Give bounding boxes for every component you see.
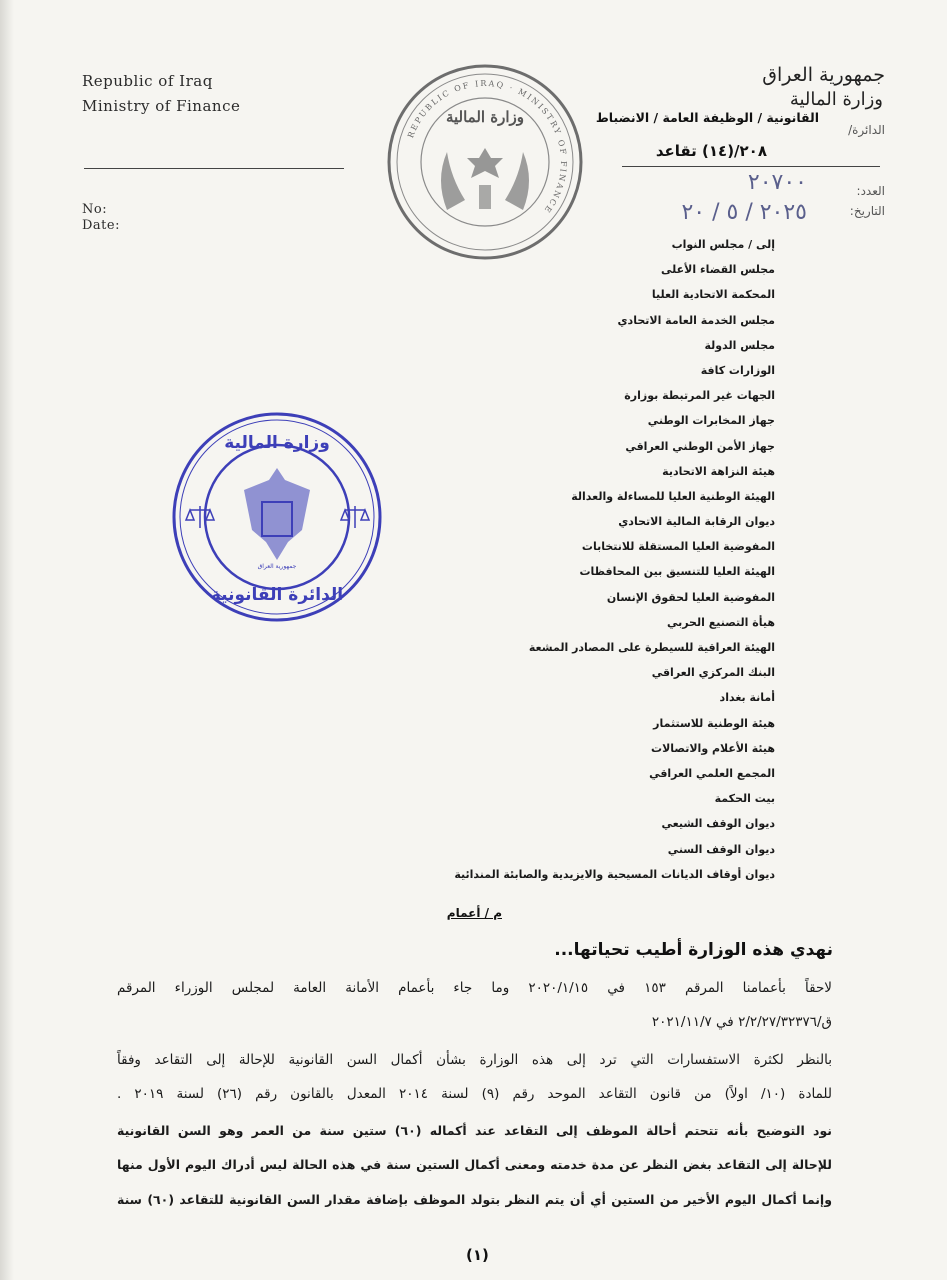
number-label: العدد:: [856, 184, 885, 198]
body-line: وإنما أكمال اليوم الأخير من الستين أي أن يتم النظر بتولد الموظف بإضافة مقدار السن القانونية للتقاعد (٦٠) سنة: [117, 1192, 832, 1207]
recipient-item: الوزارات كافة: [700, 363, 775, 377]
recipient-item: مجلس الدولة: [704, 338, 775, 352]
no-label-en: No:: [82, 202, 108, 217]
recipient-item: الجهات غير المرتبطة بوزارة: [624, 389, 775, 403]
page-number: (١): [466, 1246, 489, 1264]
eagle-emblem: [244, 468, 310, 560]
body-line: ق/٢/٢/٢٧/٣٢٣٧٦ في ٢٠٢١/١١/٧: [651, 1014, 832, 1030]
stamp-top-text: وزارة المالية: [224, 433, 330, 453]
date-label-en: Date:: [82, 218, 120, 233]
handwritten-date: ٢٠٢٥ / ٥ / ٢٠: [681, 200, 807, 225]
date-label: التاريخ:: [849, 204, 885, 218]
recipient-item: المحكمة الاتحادية العليا: [651, 288, 775, 302]
body-line: للإحالة إلى التقاعد بغض النظر عن مدة خدمته ومعنى أكمال الستين سنة في هذه الحالة ليس أدراك اليوم الأول منها: [117, 1157, 832, 1172]
department-label: الدائرة/: [848, 123, 885, 137]
republic-en: Republic of Iraq: [82, 72, 213, 90]
scale-icon-left: [186, 506, 214, 528]
recipient-item: هيئة النزاهة الاتحادية: [662, 464, 775, 478]
recipient-item: مجلس القضاء الأعلى: [661, 263, 775, 277]
recipient-item: البنك المركزي العراقي: [651, 666, 775, 680]
stamp-bottom-text: الدائرة القانونية: [210, 585, 344, 605]
ministry-en: Ministry of Finance: [82, 97, 241, 115]
recipient-item: جهاز الأمن الوطني العراقي: [625, 439, 775, 453]
recipient-item: ديوان الرقابة المالية الاتحادي: [618, 515, 775, 529]
recipient-list: [325, 232, 775, 887]
body-line: نود التوضيح بأنه تتحتم أحالة الموظف إلى التقاعد عند أكماله (٦٠) ستين سنة من العمر وهو السن القانونية: [117, 1123, 832, 1138]
republic-ar: جمهورية العراق: [762, 64, 885, 86]
recipient-item: مجلس الخدمة العامة الاتحادي: [617, 313, 775, 327]
recipient-item: جهاز المخابرات الوطني: [647, 414, 775, 428]
recipient-item: هيئة الوطنية للاستثمار: [653, 716, 775, 730]
recipient-item: ديوان أوقاف الديانات المسيحية والايزيدية والصابئة المندائية: [454, 867, 775, 881]
recipient-item: هيأة التصنيع الحربي: [666, 615, 775, 629]
recipient-item: ديوان الوقف السني: [667, 842, 775, 856]
recipient-item: الهيئة العليا للتنسيق بين المحافظات: [579, 565, 775, 579]
recipient-item: المفوضية العليا المستقلة للانتخابات: [581, 540, 775, 554]
subject: م / أعمام: [446, 906, 502, 920]
body-line: بالنظر لكثرة الاستفسارات التي ترد إلى هذه الوزارة بشأن أكمال السن القانونية للإحالة إلى التقاعد وفقاً: [117, 1052, 832, 1068]
ministry-ar: وزارة المالية: [789, 89, 883, 110]
recipient-item: إلى / مجلس النواب: [671, 238, 775, 251]
stamp-small-text: جمهورية العراق: [257, 563, 297, 570]
recipient-item: المجمع العلمي العراقي: [649, 766, 775, 780]
recipient-item: المفوضية العليا لحقوق الإنسان: [606, 590, 775, 604]
recipient-item: ديوان الوقف الشيعي: [661, 817, 775, 831]
seal-ring-text: REPUBLIC OF IRAQ · MINISTRY OF FINANCE: [406, 78, 569, 216]
reference-code: ٢٠٨/(١٤) تقاعد: [655, 142, 767, 160]
department-value: القانونية / الوظيفة العامة / الانضباط: [595, 110, 819, 125]
seal-center-text: وزارة المالية: [445, 108, 525, 126]
greeting: نهدي هذه الوزارة أطيب تحياتها...: [554, 940, 833, 960]
page-edge-shadow: [0, 0, 14, 1280]
header-rule-right: [622, 166, 880, 167]
recipient-item: هيئة الأعلام والاتصالات: [651, 741, 775, 755]
seal-emblem: [441, 148, 529, 210]
recipient-item: أمانة بغداد: [719, 691, 775, 705]
recipient-item: بيت الحكمة: [714, 792, 775, 806]
recipient-item: الهيئة العراقية للسيطرة على المصادر المشعة: [528, 641, 775, 654]
recipient-item: الهيئة الوطنية العليا للمساءلة والعدالة: [571, 489, 775, 503]
body-line: لاحقاً بأعمامنا المرقم ١٥٣ في ٢٠٢٠/١/١٥ وما جاء بأعمام الأمانة العامة لمجلس الوزراء المرقم: [117, 980, 832, 996]
handwritten-number: ٢٠٧٠٠: [747, 170, 807, 195]
header-rule-left: [84, 168, 344, 169]
body-line: للمادة (١٠/ اولاً) من قانون التقاعد الموحد رقم (٩) لسنة ٢٠١٤ المعدل بالقانون رقم (٢٦) لسنة ٢٠١٩ .: [117, 1086, 832, 1102]
